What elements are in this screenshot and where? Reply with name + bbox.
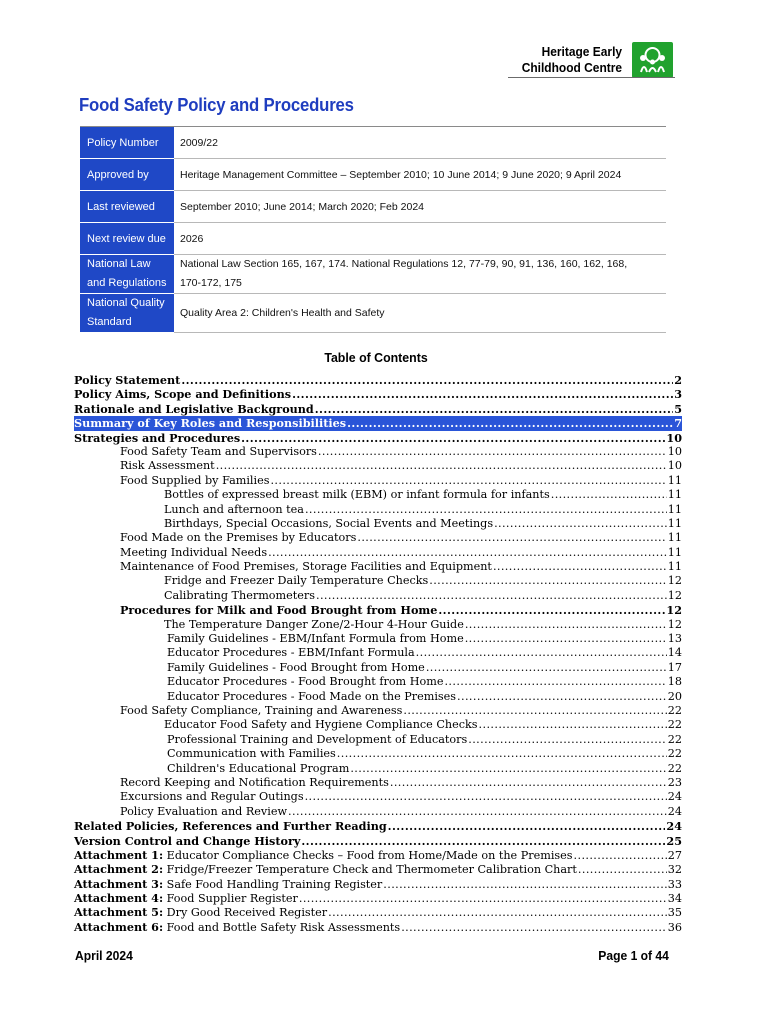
toc-entry[interactable] bbox=[74, 431, 682, 445]
toc-attachment-label: Attachment 4: bbox=[74, 891, 164, 906]
toc-entry-text: Educator Procedures - Food Made on the Premises bbox=[167, 689, 457, 703]
toc-entry-text: Strategies and Procedures bbox=[74, 430, 241, 445]
info-row-next-review bbox=[80, 223, 666, 255]
toc-entry-text: Food and Bottle Safety Risk Assessments bbox=[166, 920, 401, 934]
info-row-quality-standard bbox=[80, 294, 666, 333]
org-name-line-1: Heritage Early bbox=[541, 44, 622, 59]
toc-entry-text: Lunch and afternoon tea bbox=[164, 502, 304, 516]
toc-entry-page: 22 bbox=[667, 732, 682, 746]
table-of-contents bbox=[74, 373, 682, 934]
toc-entry-text: Bottles of expressed breast milk (EBM) or infant formula for infants bbox=[164, 488, 550, 502]
toc-entry-page: 14 bbox=[667, 646, 682, 660]
toc-entry[interactable] bbox=[74, 733, 682, 747]
toc-entry-selected[interactable] bbox=[74, 416, 682, 430]
toc-entry[interactable] bbox=[74, 560, 682, 574]
toc-entry-page: 25 bbox=[666, 833, 682, 848]
toc-entry[interactable] bbox=[74, 848, 682, 862]
footer-date: April 2024 bbox=[75, 948, 133, 963]
toc-entry-text: Food Supplied by Families bbox=[120, 473, 270, 487]
toc-entry-page: 20 bbox=[667, 689, 682, 703]
toc-entry-page: 17 bbox=[667, 660, 682, 674]
toc-entry-text: Dry Good Received Register bbox=[166, 906, 328, 920]
toc-entry-page: 11 bbox=[667, 502, 682, 516]
toc-entry-page: 24 bbox=[667, 804, 682, 818]
toc-entry-text: Family Guidelines - EBM/Infant Formula from Home bbox=[167, 632, 464, 646]
toc-entry-page: 35 bbox=[667, 906, 682, 920]
info-value: 2026 bbox=[174, 223, 666, 255]
info-label-line: National Law bbox=[87, 258, 151, 270]
toc-entry-text: Risk Assessment bbox=[120, 459, 215, 473]
toc-heading: Table of Contents bbox=[324, 350, 428, 365]
toc-entry-page: 22 bbox=[667, 703, 682, 717]
children-logo-icon bbox=[632, 42, 673, 78]
toc-entry-page: 12 bbox=[667, 588, 682, 602]
toc-entry-text: Related Policies, References and Further Reading bbox=[74, 819, 387, 834]
toc-entry-text: Educator Procedures - Food Brought from Home bbox=[167, 675, 444, 689]
toc-entry[interactable] bbox=[74, 387, 682, 401]
header-divider bbox=[508, 77, 675, 78]
org-name-line-2: Childhood Centre bbox=[521, 60, 622, 75]
footer-page-number: Page 1 of 44 bbox=[598, 948, 669, 963]
info-value: September 2010; June 2014; March 2020; Feb 2024 bbox=[174, 191, 666, 223]
toc-entry-text: Policy Evaluation and Review bbox=[120, 804, 288, 818]
toc-entry[interactable] bbox=[74, 574, 682, 588]
toc-entry[interactable] bbox=[74, 488, 682, 502]
toc-entry-text: Children's Educational Program bbox=[167, 761, 350, 775]
toc-entry-page: 27 bbox=[667, 848, 682, 862]
toc-entry-page: 11 bbox=[667, 516, 682, 530]
toc-entry-page: 10 bbox=[667, 444, 682, 458]
toc-entry[interactable] bbox=[74, 459, 682, 473]
toc-entry-page: 11 bbox=[667, 473, 682, 487]
toc-entry[interactable] bbox=[74, 891, 682, 905]
info-label-line: and Regulations bbox=[87, 277, 167, 289]
page-title: Food Safety Policy and Procedures bbox=[79, 95, 354, 115]
toc-entry[interactable] bbox=[74, 646, 682, 660]
toc-entry-text: Fridge and Freezer Daily Temperature Checks bbox=[164, 574, 429, 588]
toc-entry-page: 11 bbox=[667, 560, 682, 574]
toc-entry-text: Food Safety Compliance, Training and Awareness bbox=[120, 703, 403, 717]
toc-entry-page: 3 bbox=[674, 387, 682, 402]
toc-entry-text: Meeting Individual Needs bbox=[120, 545, 268, 559]
toc-entry[interactable] bbox=[74, 632, 682, 646]
toc-entry-text: Version Control and Change History bbox=[74, 833, 301, 848]
toc-entry-text: Procedures for Milk and Food Brought from Home bbox=[120, 603, 438, 618]
toc-entry[interactable] bbox=[74, 862, 682, 876]
toc-entry-page: 32 bbox=[667, 863, 682, 877]
policy-info-table bbox=[80, 126, 666, 333]
toc-entry[interactable] bbox=[74, 905, 682, 919]
toc-entry-page: 12 bbox=[667, 574, 682, 588]
toc-entry[interactable] bbox=[74, 805, 682, 819]
toc-entry-page: 23 bbox=[667, 775, 682, 789]
toc-attachment-label: Attachment 1: bbox=[74, 847, 164, 862]
toc-entry-page: 24 bbox=[666, 819, 682, 834]
info-value-line: National Law Section 165, 167, 174. National Regulations 12, 77-79, 90, 91, 136, 160, 162, 168, bbox=[180, 258, 628, 270]
toc-entry[interactable] bbox=[74, 546, 682, 560]
toc-entry-page: 34 bbox=[667, 892, 682, 906]
toc-entry-text: Safe Food Handling Training Register bbox=[166, 877, 383, 891]
info-row-approved-by bbox=[80, 159, 666, 191]
toc-entry[interactable] bbox=[74, 877, 682, 891]
info-value: 2009/22 bbox=[174, 127, 666, 159]
toc-attachment-label: Attachment 6: bbox=[74, 919, 164, 934]
toc-entry-page: 2 bbox=[674, 373, 682, 387]
toc-entry[interactable] bbox=[74, 503, 682, 517]
toc-entry-page: 7 bbox=[674, 416, 682, 431]
info-row-national-law bbox=[80, 255, 666, 294]
toc-entry-text: Food Supplier Register bbox=[166, 892, 298, 906]
info-row-last-reviewed bbox=[80, 191, 666, 223]
toc-entry-page: 11 bbox=[667, 488, 682, 502]
info-row-policy-number bbox=[80, 127, 666, 159]
toc-entry-page: 36 bbox=[667, 920, 682, 934]
toc-entry[interactable] bbox=[74, 531, 682, 545]
toc-entry-page: 22 bbox=[667, 747, 682, 761]
toc-entry-text: Rationale and Legislative Background bbox=[74, 401, 314, 416]
toc-entry-text: Policy Aims, Scope and Definitions bbox=[74, 387, 292, 402]
toc-entry-text: Food Safety Team and Supervisors bbox=[120, 444, 317, 458]
toc-entry-text: Policy Statement bbox=[74, 373, 181, 387]
toc-entry-text: Educator Compliance Checks – Food from Home/Made on the Premises bbox=[166, 848, 573, 862]
page-header bbox=[0, 40, 770, 82]
info-label-line: National Quality bbox=[87, 297, 165, 309]
toc-entry[interactable] bbox=[74, 603, 682, 617]
toc-entry-text: Maintenance of Food Premises, Storage Facilities and Equipment bbox=[120, 560, 492, 574]
info-value bbox=[174, 255, 666, 294]
toc-attachment-label: Attachment 3: bbox=[74, 876, 164, 891]
toc-entry[interactable] bbox=[74, 618, 682, 632]
toc-entry-page: 33 bbox=[667, 877, 682, 891]
info-label: Next review due bbox=[80, 223, 174, 255]
toc-attachment-label: Attachment 5: bbox=[74, 905, 164, 920]
toc-entry-text: Summary of Key Roles and Responsibilities bbox=[74, 416, 347, 431]
toc-entry-page: 10 bbox=[666, 430, 682, 445]
toc-entry-page: 12 bbox=[667, 617, 682, 631]
toc-entry[interactable] bbox=[74, 762, 682, 776]
toc-entry[interactable] bbox=[74, 589, 682, 603]
toc-entry-text: Family Guidelines - Food Brought from Home bbox=[167, 660, 425, 674]
toc-entry-text: Educator Food Safety and Hygiene Compliance Checks bbox=[164, 718, 478, 732]
toc-entry-text: Communication with Families bbox=[167, 747, 336, 761]
toc-attachment-label: Attachment 2: bbox=[74, 862, 164, 877]
toc-entry-page: 24 bbox=[667, 790, 682, 804]
toc-entry[interactable] bbox=[74, 675, 682, 689]
info-value-line: 170-172, 175 bbox=[180, 277, 242, 289]
toc-entry[interactable] bbox=[74, 517, 682, 531]
toc-entry-page: 22 bbox=[667, 761, 682, 775]
toc-entry[interactable] bbox=[74, 790, 682, 804]
toc-entry-text: Birthdays, Special Occasions, Social Events and Meetings bbox=[164, 516, 494, 530]
info-label bbox=[80, 255, 174, 294]
toc-entry[interactable] bbox=[74, 474, 682, 488]
toc-entry[interactable] bbox=[74, 920, 682, 934]
toc-entry-text: Professional Training and Development of Educators bbox=[167, 732, 468, 746]
toc-entry[interactable] bbox=[74, 690, 682, 704]
info-label: Policy Number bbox=[80, 127, 174, 159]
info-value: Heritage Management Committee – September 2010; 10 June 2014; 9 June 2020; 9 April 2024 bbox=[174, 159, 666, 191]
toc-entry-text: Calibrating Thermometers bbox=[164, 588, 315, 602]
organisation-name bbox=[522, 44, 622, 76]
toc-entry[interactable] bbox=[74, 445, 682, 459]
toc-entry-text: Excursions and Regular Outings bbox=[120, 790, 304, 804]
toc-entry[interactable] bbox=[74, 747, 682, 761]
toc-entry-text: Food Made on the Premises by Educators bbox=[120, 531, 357, 545]
toc-entry[interactable] bbox=[74, 704, 682, 718]
toc-entry[interactable] bbox=[74, 718, 682, 732]
info-value: Quality Area 2: Children's Health and Safety bbox=[174, 294, 666, 333]
page-footer bbox=[0, 948, 770, 968]
toc-entry[interactable] bbox=[74, 373, 682, 387]
toc-entry-text: The Temperature Danger Zone/2-Hour 4-Hour Guide bbox=[164, 617, 464, 631]
info-label-line: Standard bbox=[87, 316, 132, 328]
toc-entry-page: 18 bbox=[667, 675, 682, 689]
toc-entry[interactable] bbox=[74, 776, 682, 790]
toc-entry-page: 5 bbox=[674, 401, 682, 416]
toc-entry-text: Fridge/Freezer Temperature Check and Thermometer Calibration Chart bbox=[166, 863, 577, 877]
info-label: Last reviewed bbox=[80, 191, 174, 223]
toc-entry[interactable] bbox=[74, 834, 682, 848]
toc-entry[interactable] bbox=[74, 402, 682, 416]
toc-entry-page: 11 bbox=[667, 531, 682, 545]
toc-entry-page: 11 bbox=[667, 545, 682, 559]
toc-entry-text: Record Keeping and Notification Requirements bbox=[120, 775, 389, 789]
toc-entry-page: 13 bbox=[667, 632, 682, 646]
info-label: Approved by bbox=[80, 159, 174, 191]
toc-entry[interactable] bbox=[74, 819, 682, 833]
info-label bbox=[80, 294, 174, 333]
toc-entry-page: 12 bbox=[666, 603, 682, 618]
toc-entry-page: 10 bbox=[667, 459, 682, 473]
toc-entry-text: Educator Procedures - EBM/Infant Formula bbox=[167, 646, 415, 660]
toc-entry-page: 22 bbox=[667, 718, 682, 732]
toc-entry[interactable] bbox=[74, 661, 682, 675]
